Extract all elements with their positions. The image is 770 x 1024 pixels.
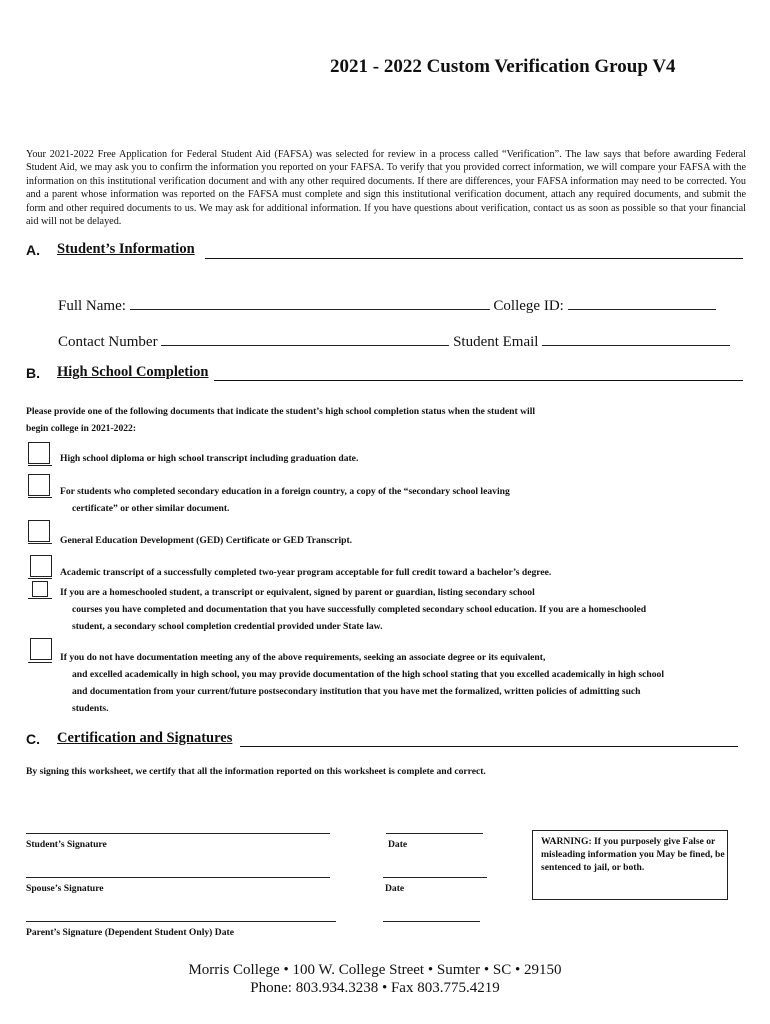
contact-row xyxy=(58,331,730,351)
option-6-text: If you do not have documentation meeting any of the above requirements, seeking an associate degree or its equivalent, and excelled academically in high school, you may provide documentation of the high school stating that you excelled academically in high school and documentation from your current/future postsecondary institution that you have met the formalized, written policies of admitting such students. xyxy=(60,652,664,714)
date-label-2: Date xyxy=(385,883,405,894)
intro-paragraph: Your 2021-2022 Free Application for Federal Student Aid (FAFSA) was selected for review in a process called “Verification”. The law says that before awarding Federal Student Aid, we may ask you to confirm the information you reported on your FAFSA. To verify that you provided correct information, we will compare your FAFSA with the information on this institutional verification document and with any other required documents. If there are differences, your FAFSA information may need to be corrected. You and a parent whose information was reported on the FAFSA must complete and sign this institutional verification document, attach any required documents, and submit the form and other required documents to us. We may ask for additional information. If you have questions about verification, contact us as soon as possible so that your financial aid will not be delayed. xyxy=(26,149,746,228)
college-id-label: College ID: xyxy=(493,298,564,314)
full-name-label: Full Name: xyxy=(58,298,126,314)
footer-phone: Phone: 803.934.3238 • Fax 803.775.4219 xyxy=(250,980,500,996)
student-email-field[interactable] xyxy=(542,331,730,346)
option-3-underline xyxy=(28,543,52,544)
parent-signature-label: Parent’s Signature (Dependent Student Only) Date xyxy=(26,927,234,938)
section-b-rule xyxy=(214,380,743,381)
instructions-line-1: Please provide one of the following documents that indicate the student’s high school completion status when the student will xyxy=(26,406,536,417)
page-title: 2021 - 2022 Custom Verification Group V4 xyxy=(330,56,676,77)
date-label-1: Date xyxy=(388,839,408,850)
contact-number-field[interactable] xyxy=(161,331,449,346)
instructions-line-2: begin college in 2021-2022: xyxy=(26,423,137,434)
option-2-checkbox[interactable] xyxy=(28,474,50,496)
student-signature-label: Student’s Signature xyxy=(26,839,107,850)
option-6-checkbox[interactable] xyxy=(30,638,52,660)
student-email-label: Student Email xyxy=(453,334,539,350)
student-signature-line[interactable] xyxy=(26,833,330,834)
option-2-underline xyxy=(28,497,52,498)
option-5-text: If you are a homeschooled student, a transcript or equivalent, signed by parent or guardian, listing secondary school courses you have completed and documentation that you have successfully completed secondary school education. If you are a homeschooled student, a secondary school completion credential provided under State law. xyxy=(60,587,647,632)
option-6-underline xyxy=(28,662,52,663)
option-4-underline xyxy=(28,578,52,579)
section-c-letter: C. xyxy=(26,731,40,747)
date-line-2[interactable] xyxy=(383,877,487,878)
section-a-title: Student’s Information xyxy=(57,241,195,257)
full-name-row xyxy=(58,295,716,315)
spouse-signature-line[interactable] xyxy=(26,877,330,878)
full-name-field[interactable] xyxy=(130,295,490,310)
section-b-letter: B. xyxy=(26,365,40,381)
section-b-instructions xyxy=(26,403,535,437)
option-3-checkbox[interactable] xyxy=(28,520,50,542)
option-1-checkbox[interactable] xyxy=(28,442,50,464)
option-1-underline xyxy=(28,465,52,466)
certification-statement: By signing this worksheet, we certify that all the information reported on this worksheet is complete and correct. xyxy=(26,766,486,777)
section-a-rule xyxy=(205,258,743,259)
section-c-rule xyxy=(240,746,738,747)
option-5-checkbox[interactable] xyxy=(32,581,48,597)
parent-signature-line[interactable] xyxy=(26,921,336,922)
spouse-signature-label: Spouse’s Signature xyxy=(26,883,104,894)
section-a-letter: A. xyxy=(26,242,40,258)
option-1-text: High school diploma or high school transcript including graduation date. xyxy=(60,453,359,464)
section-b-title: High School Completion xyxy=(57,364,209,380)
section-c-title: Certification and Signatures xyxy=(57,730,233,746)
option-4-checkbox[interactable] xyxy=(30,555,52,577)
warning-box: WARNING: If you purposely give False or misleading information you May be fined, be sentenced to jail, or both. xyxy=(532,830,728,900)
date-line-3[interactable] xyxy=(383,921,480,922)
option-5-underline xyxy=(28,598,52,599)
contact-number-label: Contact Number xyxy=(58,334,158,350)
option-2-text: For students who completed secondary education in a foreign country, a copy of the “secondary school leaving certificate” or other similar document. xyxy=(60,486,510,514)
date-line-1[interactable] xyxy=(386,833,483,834)
college-id-field[interactable] xyxy=(568,295,716,310)
footer-address: Morris College • 100 W. College Street • Sumter • SC • 29150 xyxy=(188,962,562,978)
option-3-text: General Education Development (GED) Certificate or GED Transcript. xyxy=(60,535,353,546)
option-4-text: Academic transcript of a successfully completed two-year program acceptable for full credit toward a bachelor’s degree. xyxy=(60,567,552,578)
